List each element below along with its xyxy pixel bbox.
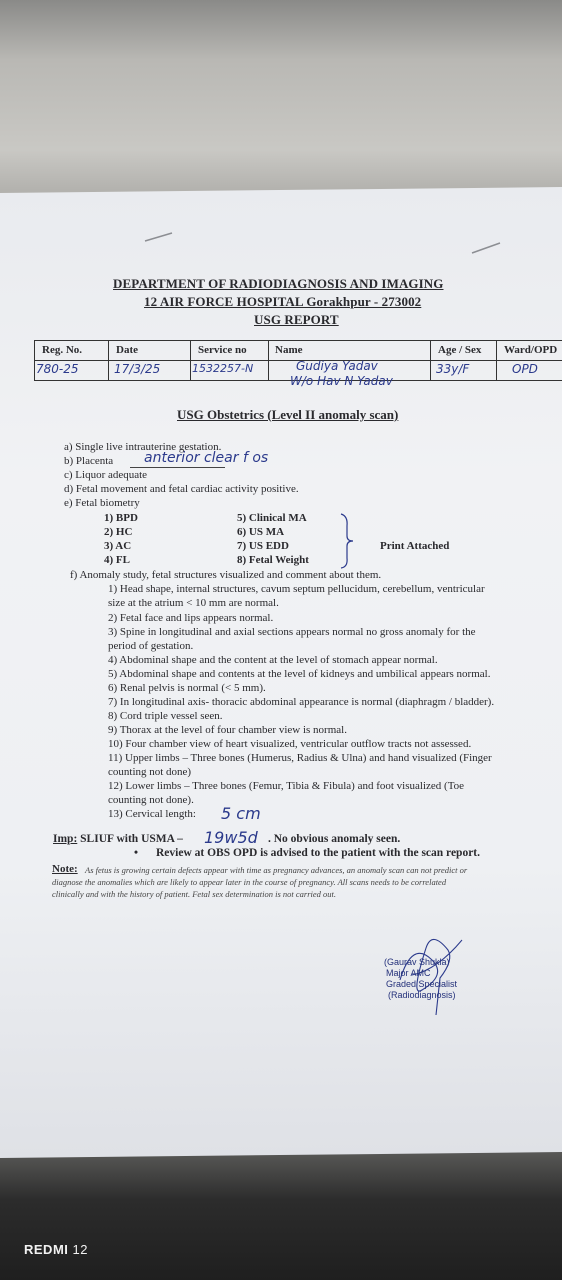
note-line-1: As fetus is growing certain defects appear with time as pregnancy advances, an anomaly scan can not predict or	[85, 865, 468, 875]
hospital-title: 12 AIR FORCE HOSPITAL Gorakhpur - 273002	[144, 294, 422, 309]
finding-a: a) Single live intrauterine gestation.	[64, 441, 222, 453]
anomaly-item: period of gestation.	[108, 640, 194, 652]
finding-e: e) Fetal biometry	[64, 497, 140, 509]
anomaly-item: 5) Abdominal shape and contents at the level of kidneys and umbilical appears normal.	[108, 668, 491, 680]
anomaly-item: 8) Cord triple vessel seen.	[108, 710, 223, 722]
finding-b-label: b) Placenta	[64, 455, 114, 467]
col-name: Name	[275, 344, 303, 356]
print-attached: Print Attached	[380, 540, 450, 552]
brace	[338, 512, 356, 570]
date-value: 17/3/25	[114, 362, 161, 376]
scan-title: USG Obstetrics (Level II anomaly scan)	[177, 407, 399, 422]
impression-label: Imp:	[53, 833, 78, 845]
col-service-no: Service no	[198, 344, 247, 356]
anomaly-item: counting not done)	[108, 766, 192, 778]
impression-tail: . No obvious anomaly seen.	[268, 833, 401, 845]
note-label: Note:	[52, 863, 78, 875]
biometry-bpd: 1) BPD	[104, 512, 138, 524]
anomaly-item: 2) Fetal face and lips appears normal.	[108, 612, 274, 624]
stamp-line-4: (Radiodiagnosis)	[388, 990, 456, 1000]
anomaly-item: 4) Abdominal shape and the content at the level of stomach appear normal.	[108, 654, 438, 666]
biometry-us-ma: 6) US MA	[237, 526, 285, 538]
biometry-fetal-weight: 8) Fetal Weight	[237, 554, 309, 566]
age-sex-value: 33y/F	[436, 362, 470, 376]
impression-line	[53, 833, 183, 845]
note-line-3: clinically and with the history of patient. Fetal sex determination is not carried out.	[52, 889, 337, 899]
review-bullet: •	[134, 847, 139, 859]
anomaly-item: 6) Renal pelvis is normal (< 5 mm).	[108, 682, 266, 694]
anomaly-item: 1) Head shape, internal structures, cavum septum pellucidum, cerebellum, ventricular	[108, 583, 485, 595]
col-reg-no: Reg. No.	[42, 344, 83, 356]
biometry-fl: 4) FL	[104, 554, 130, 566]
note-line-2: diagnose the anomalies which are likely to appear later in the course of pregnancy. All scans needs to be correlated	[52, 877, 447, 887]
device-brand: REDMI	[24, 1242, 69, 1257]
review-text: Review at OBS OPD is advised to the patient with the scan report.	[156, 847, 481, 859]
placenta-underline	[130, 467, 225, 468]
anomaly-item: 13) Cervical length:	[108, 808, 196, 820]
col-age-sex: Age / Sex	[438, 344, 482, 356]
stamp-line-2: Major AMC	[386, 968, 431, 978]
device-watermark	[24, 1242, 88, 1257]
service-no-value: 1532257-N	[192, 362, 254, 375]
col-date: Date	[116, 344, 138, 356]
patient-table	[34, 340, 562, 388]
name-value: Gudiya Yadav	[296, 359, 378, 373]
stamp-line-1: (Gaurav Shukla)	[384, 957, 450, 967]
stamp-line-3: Graded Specialist	[386, 979, 458, 989]
anomaly-item: 10) Four chamber view of heart visualized, ventricular outflow tracts not assessed.	[108, 738, 472, 750]
finding-f: f) Anomaly study, fetal structures visualized and comment about them.	[70, 569, 382, 581]
col-ward: Ward/OPD	[504, 344, 558, 356]
relation-value: W/o Hav N Yadav	[290, 374, 393, 388]
anomaly-item: 11) Upper limbs – Three bones (Humerus, Radius & Ulna) and hand visualized (Finger	[108, 752, 492, 764]
placenta-value: anterior clear f os	[144, 450, 269, 466]
department-title: DEPARTMENT OF RADIODIAGNOSIS AND IMAGING	[113, 276, 444, 291]
anomaly-item: 12) Lower limbs – Three bones (Femur, Tibia & Fibula) and foot visualized (Toe	[108, 780, 465, 792]
anomaly-item: size at the atrium < 10 mm are normal.	[108, 597, 279, 609]
report-title: USG REPORT	[254, 312, 339, 327]
anomaly-item: counting not done).	[108, 794, 194, 806]
gestational-age-value: 19w5d	[204, 828, 258, 847]
ward-value: OPD	[512, 362, 538, 376]
biometry-ac: 3) AC	[104, 540, 132, 552]
device-model: 12	[72, 1242, 88, 1257]
pen-marks	[0, 0, 562, 300]
finding-d: d) Fetal movement and fetal cardiac activity positive.	[64, 483, 299, 495]
anomaly-item: 9) Thorax at the level of four chamber view is normal.	[108, 724, 347, 736]
biometry-clinical-ma: 5) Clinical MA	[237, 512, 307, 524]
finding-c: c) Liquor adequate	[64, 469, 148, 481]
impression-text: SLIUF with USMA –	[80, 833, 183, 845]
anomaly-item: 7) In longitudinal axis- thoracic abdominal appearance is normal (diaphragm / bladder).	[108, 696, 495, 708]
reg-no-value: 780-25	[36, 362, 79, 376]
anomaly-item: 3) Spine in longitudinal and axial sections appears normal no gross anomaly for the	[108, 626, 476, 638]
biometry-us-edd: 7) US EDD	[237, 540, 289, 552]
biometry-hc: 2) HC	[104, 526, 133, 538]
cervical-length-value: 5 cm	[221, 804, 261, 823]
